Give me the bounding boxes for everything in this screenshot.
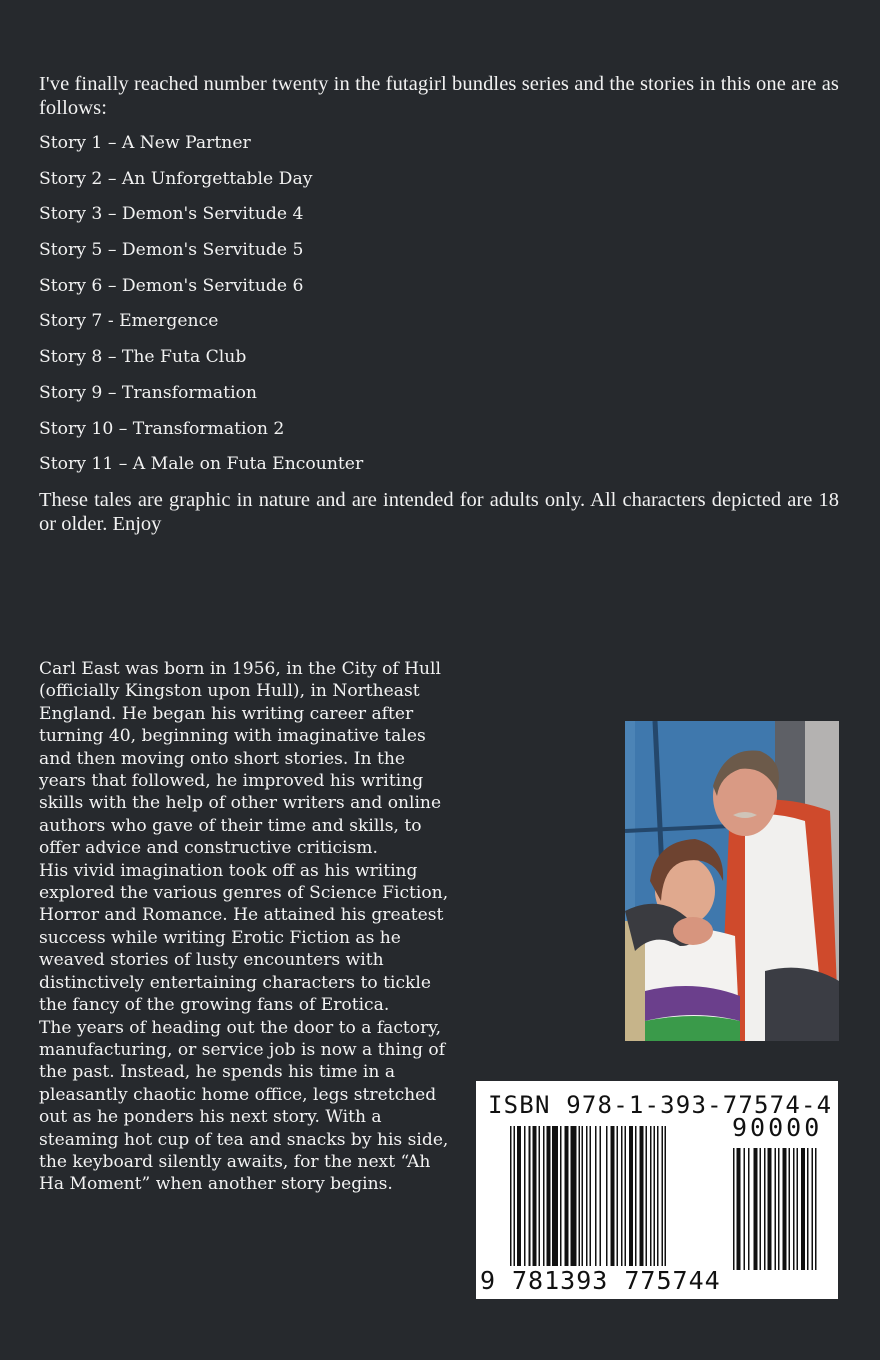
barcode-bar	[524, 1126, 526, 1286]
barcode-bar	[662, 1126, 664, 1286]
disclaimer-paragraph: These tales are graphic in nature and are intended for adults only. All characters depicted are 18 or older. Enjoy	[39, 489, 839, 535]
barcode-bar	[617, 1126, 619, 1286]
bio-paragraph: His vivid imagination took off as his writing explored the various genres of Science Fiction, Horror and Romance. He attained his greatest success while writing Erotic Fiction as he weaved stories of lusty encounters with distinctively entertaining characters to tickle the fancy of the growing fans of Erotica.	[39, 860, 449, 1016]
barcode-bar	[635, 1126, 637, 1286]
price-addon-number: 90000	[732, 1113, 823, 1142]
barcode-bar	[517, 1126, 521, 1286]
barcode-bar	[815, 1148, 817, 1270]
barcode-bar	[640, 1126, 644, 1286]
bio-paragraph: Carl East was born in 1956, in the City of Hull (officially Kingston upon Hull), in Northeast England. He began his writing career after turning 40, beginning with imaginative tales and then moving onto short stories. In the years that followed, he improved his writing skills with the help of other writers and online authors who gave of their time and skills, to offer advice and constructive criticism.	[39, 659, 442, 859]
barcode-bar	[754, 1148, 758, 1270]
barcode-bar	[760, 1148, 762, 1270]
barcode-bar	[579, 1126, 581, 1286]
barcode-bar	[510, 1126, 512, 1286]
barcode-bar	[646, 1126, 648, 1286]
barcode-bar	[543, 1126, 545, 1286]
barcode-bar	[783, 1148, 787, 1270]
story-item: Story 10 – Transformation 2	[39, 418, 285, 439]
ean-first-digit: 9	[480, 1266, 496, 1295]
barcode-bar	[657, 1126, 659, 1286]
story-list	[39, 131, 363, 488]
intro-paragraph: I've finally reached number twenty in the futagirl bundles series and the stories in this one are as follows:	[39, 73, 839, 119]
ean13-bars	[510, 1126, 716, 1286]
author-photo-illustration	[625, 721, 839, 1041]
barcode-bar	[560, 1126, 562, 1286]
barcode-bar	[764, 1148, 766, 1270]
story-item: Story 7 - Emergence	[39, 311, 219, 332]
barcode-bar	[600, 1126, 602, 1286]
isbn-barcode	[476, 1081, 838, 1299]
story-item: Story 8 – The Futa Club	[39, 347, 247, 368]
story-item: Story 5 – Demon's Servitude 5	[39, 240, 304, 261]
story-item: Story 9 – Transformation	[39, 382, 257, 403]
story-item: Story 1 – A New Partner	[39, 133, 251, 153]
story-item: Story 2 – An Unforgettable Day	[39, 168, 313, 189]
story-item: Story 11 – A Male on Futa Encounter	[39, 454, 364, 475]
barcode-bar	[778, 1148, 780, 1270]
barcode-bar	[793, 1148, 795, 1270]
barcode-bar	[539, 1126, 541, 1286]
story-item: Story 3 – Demon's Servitude 4	[39, 204, 304, 225]
barcode-bar	[654, 1126, 656, 1286]
barcode-bar	[665, 1126, 667, 1286]
barcode-bar	[514, 1126, 516, 1286]
barcode-bar	[529, 1126, 531, 1286]
barcode-bar	[789, 1148, 791, 1270]
barcode-bar	[606, 1126, 608, 1286]
barcode-bar	[611, 1126, 615, 1286]
barcode-bar	[775, 1148, 777, 1270]
barcode-bar	[797, 1148, 799, 1270]
author-photo	[625, 721, 839, 1041]
barcode-bar	[812, 1148, 814, 1270]
barcode-bar	[595, 1126, 597, 1286]
barcode-bar	[650, 1126, 652, 1286]
barcode-bar	[801, 1148, 805, 1270]
barcode-bar	[582, 1126, 584, 1286]
barcode-bar	[586, 1126, 588, 1286]
story-item: Story 6 – Demon's Servitude 6	[39, 275, 304, 296]
ean-digits: 781393 775744	[512, 1266, 721, 1295]
barcode-bar	[533, 1126, 537, 1286]
barcode-bar	[748, 1148, 750, 1270]
author-bio	[39, 658, 449, 1196]
bio-paragraph: The years of heading out the door to a factory, manufacturing, or service job is now a thing of the past. Instead, he spends his time in a pleasantly chaotic home office, legs stretched out as he ponders his next story. With a steaming hot cup of tea and snacks by his side, the keyboard silently awaits, for the next “Ah Ha Moment” when another story begins.	[39, 1017, 449, 1195]
isbn-label: ISBN 978-1-393-77574-4	[488, 1091, 833, 1119]
addon-bars	[733, 1148, 833, 1270]
barcode-bar	[552, 1126, 558, 1286]
barcode-bar	[571, 1126, 577, 1286]
barcode-bar	[565, 1126, 569, 1286]
barcode-bar	[733, 1148, 735, 1270]
barcode-bar	[625, 1126, 627, 1286]
barcode-bar	[590, 1126, 592, 1286]
barcode-bar	[737, 1148, 741, 1270]
barcode-bar	[629, 1126, 633, 1286]
barcode-bar	[807, 1148, 809, 1270]
barcode-bar	[744, 1148, 746, 1270]
barcode-bar	[547, 1126, 551, 1286]
barcode-bar	[768, 1148, 772, 1270]
barcode-bar	[621, 1126, 623, 1286]
